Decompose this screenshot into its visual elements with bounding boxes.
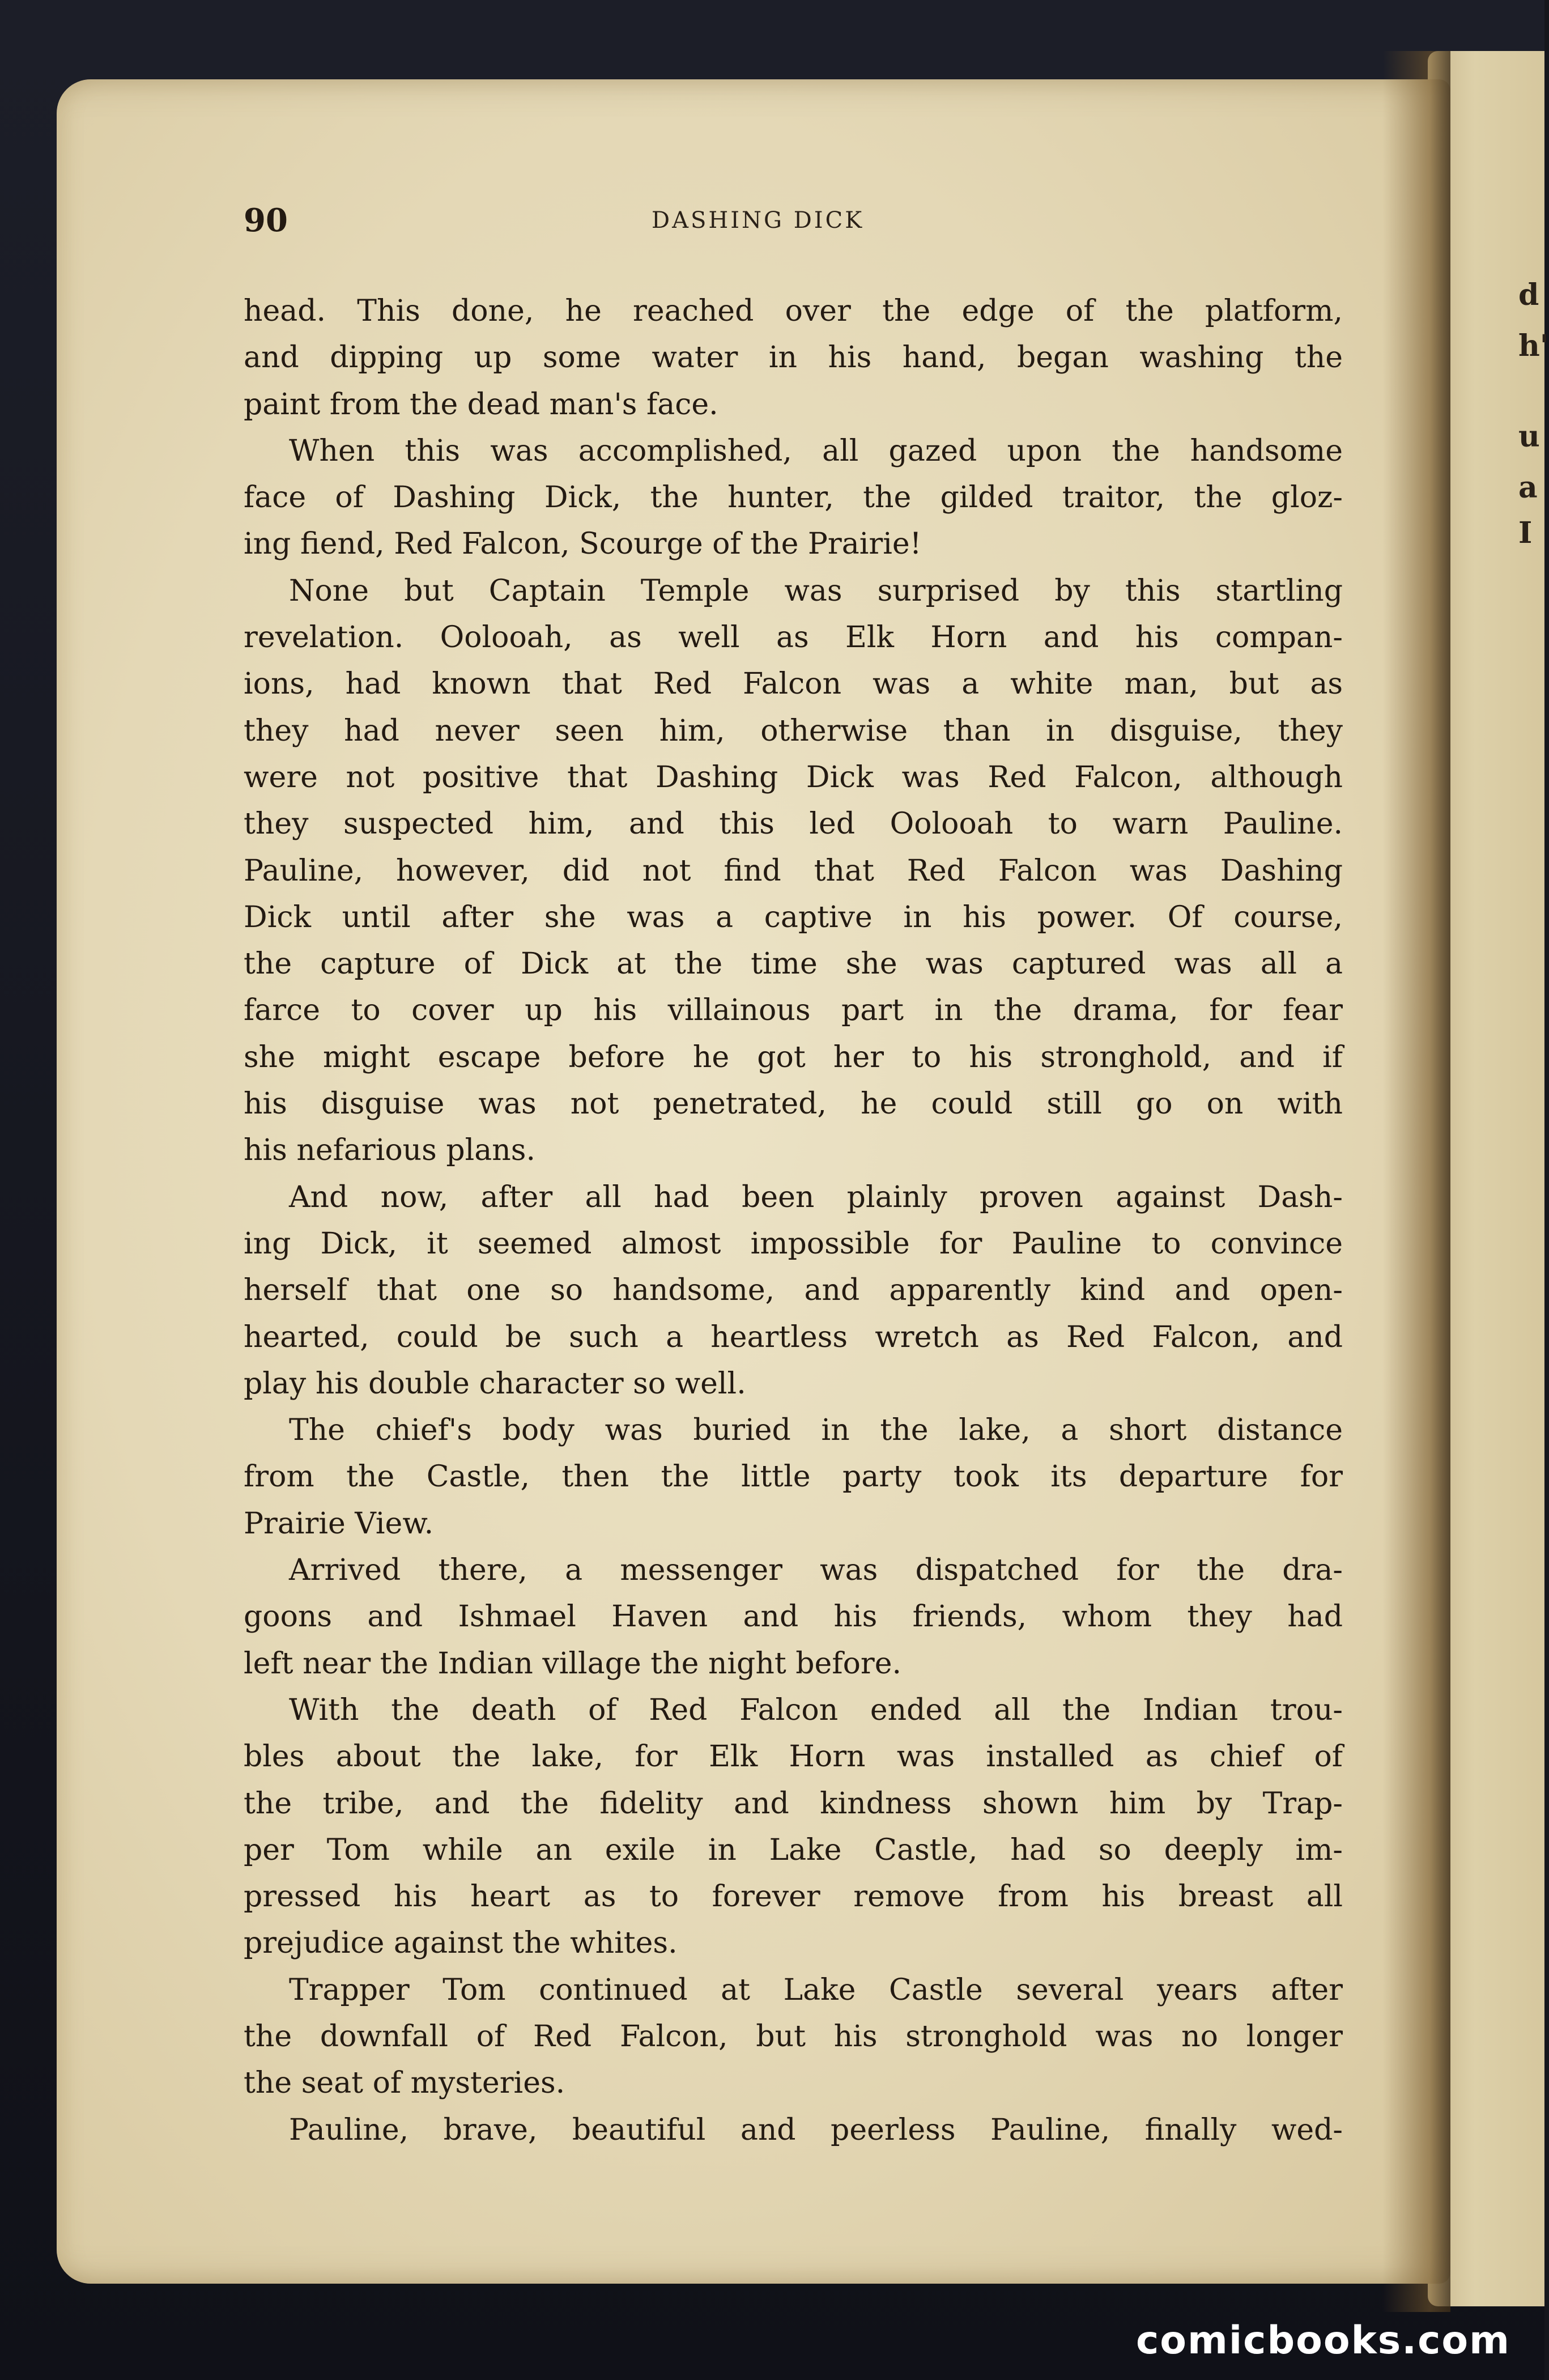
text-line: head. This done, he reached over the edge of the platform, (244, 294, 1343, 328)
text-line: were not positive that Dashing Dick was Red Falcon, although (244, 760, 1343, 794)
text-line: his disguise was not penetrated, he could still go on with (244, 1087, 1343, 1121)
body-text (244, 288, 1343, 2153)
text-line: prejudice against the whites. (244, 1926, 678, 1961)
text-line: the tribe, and the fidelity and kindness shown him by Trap- (244, 1786, 1343, 1821)
facing-page-fragment: d (1518, 278, 1539, 312)
text-line: herself that one so handsome, and apparently kind and open- (244, 1273, 1343, 1308)
text-line: face of Dashing Dick, the hunter, the gilded traitor, the gloz- (244, 481, 1343, 515)
text-line: ing fiend, Red Falcon, Scourge of the Prairie! (244, 527, 922, 562)
text-line: paint from the dead man's face. (244, 387, 718, 422)
text-line: Trapper Tom continued at Lake Castle several years after (289, 1973, 1343, 2007)
text-line: With the death of Red Falcon ended all the Indian trou- (289, 1693, 1343, 1727)
text-line: the downfall of Red Falcon, but his stronghold was no longer (244, 2019, 1343, 2054)
facing-page-fragment: h' (1518, 329, 1549, 363)
text-line: and dipping up some water in his hand, began washing the (244, 341, 1343, 375)
facing-page-fragment: a (1518, 470, 1538, 505)
text-line: None but Captain Temple was surprised by this startling (289, 573, 1343, 608)
text-line: the capture of Dick at the time she was captured was all a (244, 947, 1343, 981)
text-line: she might escape before he got her to his stronghold, and if (244, 1040, 1343, 1074)
text-line: farce to cover up his villainous part in the drama, for fear (244, 993, 1343, 1028)
text-line: When this was accomplished, all gazed upon the handsome (289, 434, 1343, 468)
page-header (244, 202, 1377, 247)
text-line: The chief's body was buried in the lake, a short distance (289, 1413, 1343, 1448)
text-line: they had never seen him, otherwise than in disguise, they (244, 713, 1343, 748)
text-line: hearted, could be such a heartless wretch as Red Falcon, and (244, 1320, 1343, 1354)
text-line: bles about the lake, for Elk Horn was installed as chief of (244, 1740, 1343, 1774)
text-line: Pauline, brave, beautiful and peerless Pauline, finally wed- (289, 2113, 1343, 2147)
text-line: revelation. Oolooah, as well as Elk Horn and his compan- (244, 620, 1343, 655)
text-line: And now, after all had been plainly proven against Dash- (289, 1180, 1343, 1214)
text-line: his nefarious plans. (244, 1133, 535, 1168)
text-line: ions, had known that Red Falcon was a white man, but as (244, 667, 1343, 702)
text-line: they suspected him, and this led Oolooah to warn Pauline. (244, 807, 1343, 842)
text-line: ing Dick, it seemed almost impossible for Pauline to convince (244, 1226, 1343, 1261)
page-gutter-shadow (1382, 51, 1450, 2312)
text-line: pressed his heart as to forever remove from his breast all (244, 1880, 1343, 1914)
text-line: Dick until after she was a captive in his power. Of course, (244, 900, 1343, 934)
text-line: Prairie View. (244, 1506, 434, 1541)
facing-page-fragment: u (1518, 419, 1540, 454)
text-line: goons and Ishmael Haven and his friends, whom they had (244, 1600, 1343, 1634)
text-line: per Tom while an exile in Lake Castle, had so deeply im- (244, 1833, 1343, 1867)
text-line: play his double character so well. (244, 1366, 746, 1401)
text-line: Pauline, however, did not find that Red Falcon was Dashing (244, 853, 1343, 888)
text-line: Arrived there, a messenger was dispatched for the dra- (289, 1553, 1343, 1588)
running-head: DASHING DICK (652, 207, 865, 233)
facing-page-fragment: I (1518, 516, 1533, 550)
text-line: from the Castle, then the little party took its departure for (244, 1460, 1343, 1494)
text-line: left near the Indian village the night before. (244, 1646, 902, 1681)
text-line: the seat of mysteries. (244, 2066, 565, 2101)
watermark: comicbooks.com (1135, 2318, 1510, 2363)
page-number: 90 (244, 202, 288, 239)
